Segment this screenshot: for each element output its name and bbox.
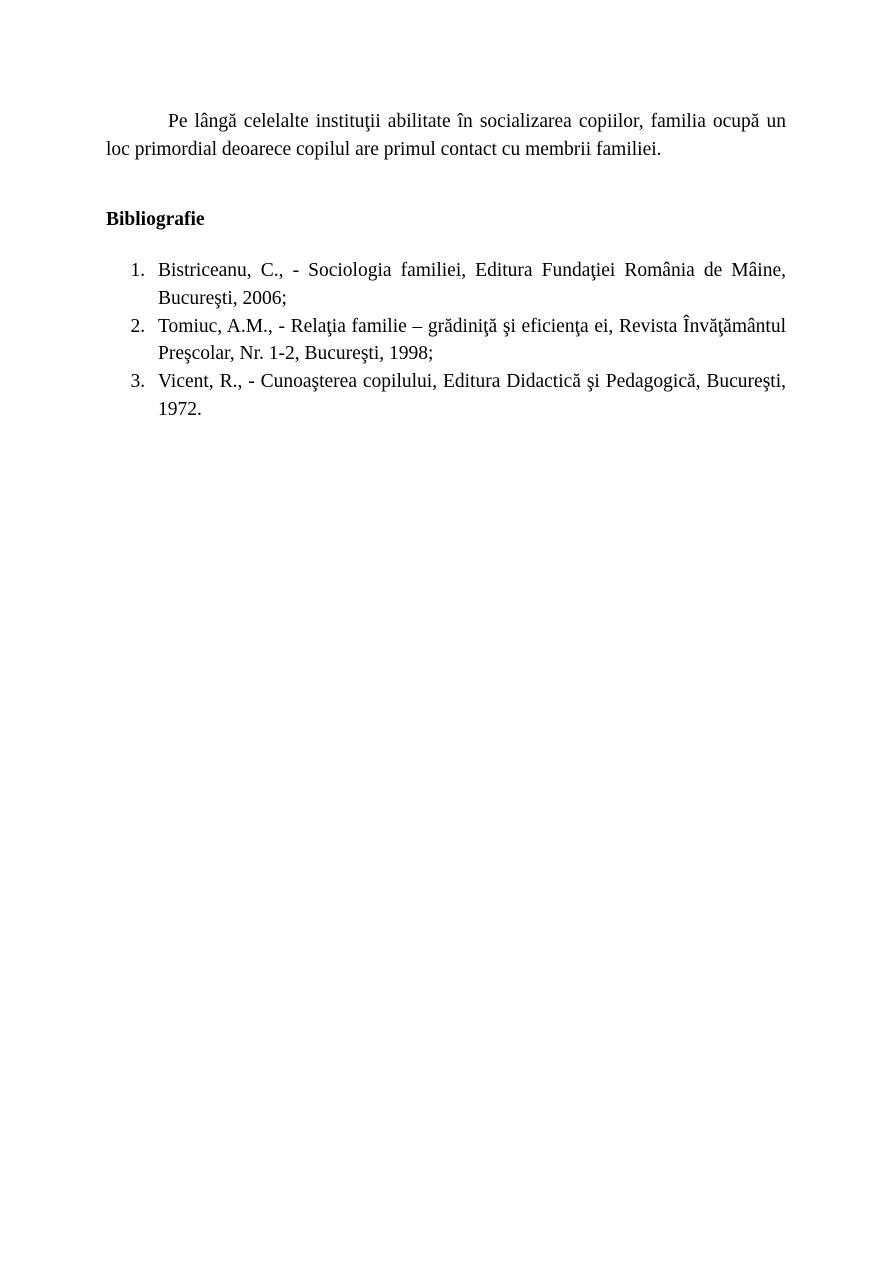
list-item: 2. Tomiuc, A.M., - Relaţia familie – grădiniţă şi eficienţa ei, Revista Învăţământul Preşcolar, Nr. 1-2, Bucureşti, 1998; [150, 313, 786, 368]
bibliography-list [106, 257, 786, 423]
body-paragraph: Pe lângă celelalte instituţii abilitate în socializarea copiilor, familia ocupă un loc primordial deoarece copilul are primul contact cu membrii familiei. [106, 111, 786, 160]
list-item: 3. Vicent, R., - Cunoaşterea copilului, Editura Didactică şi Pedagogică, Bucureşti, 1972. [150, 368, 786, 423]
bibliography-heading: Bibliografie [106, 209, 205, 231]
paragraph-spacer [106, 163, 786, 209]
list-item: 1. Bistriceanu, C., - Sociologia familiei, Editura Fundaţiei România de Mâine, Bucureşti, 2006; [150, 257, 786, 312]
heading-spacer [106, 231, 786, 257]
